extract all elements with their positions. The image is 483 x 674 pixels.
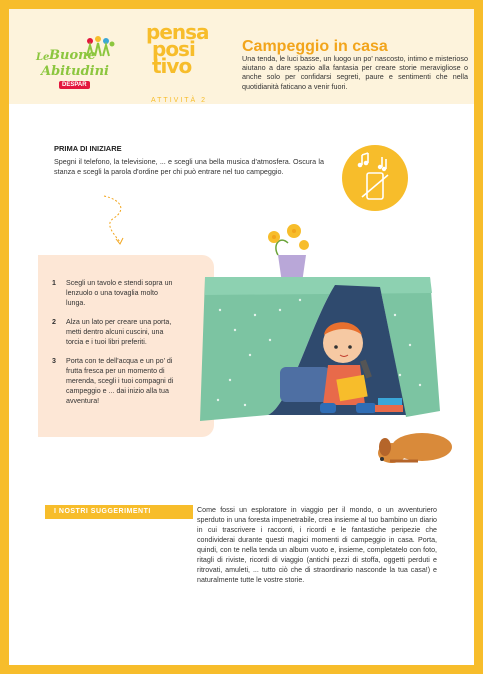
prima-heading: PRIMA DI INIZIARE bbox=[54, 144, 122, 153]
page-title: Campeggio in casa bbox=[242, 38, 388, 55]
logo-buone: Buone bbox=[49, 48, 96, 63]
attivita-label: ATTIVITÀ 2 bbox=[151, 97, 208, 104]
step-text: Scegli un tavolo e stendi sopra un lenzuolo o una tovaglia molto lunga. bbox=[66, 279, 173, 307]
le-buone-abitudini-logo bbox=[27, 36, 122, 92]
step-text: Porta con te dell'acqua e un po' di frutta fresca per un momento di merenda, scegli i tuoi compagni di campeggio e ... dai inizio alla tua avventura! bbox=[66, 357, 174, 405]
suggerimenti-title: I NOSTRI SUGGERIMENTI bbox=[54, 508, 151, 515]
sleeping-dog-icon bbox=[378, 433, 452, 463]
step-item bbox=[52, 278, 178, 308]
step-number: 3 bbox=[52, 357, 56, 365]
logo-abitudini: Abitudini bbox=[41, 64, 109, 79]
music-notes-icon bbox=[342, 145, 408, 211]
step-item bbox=[52, 317, 178, 347]
pensa-positivo-logo bbox=[146, 22, 226, 102]
people-figures-icon bbox=[85, 36, 115, 58]
logo-brand: DESPAR bbox=[59, 81, 90, 89]
pensa-word-2: posi bbox=[152, 37, 195, 61]
step-item bbox=[52, 356, 178, 406]
no-phone-icon bbox=[362, 173, 388, 199]
step-number: 1 bbox=[52, 279, 56, 287]
tent-illustration bbox=[160, 215, 460, 475]
steps-list bbox=[52, 278, 178, 415]
intro-text: Una tenda, le luci basse, un luogo un po' nascosto, intimo e misterioso aiutano a dare spazio alla fantasia per creare storie meravigliose o anche solo per confidarsi segreti, paure e sentimenti che nella quotidianità faticano a venir fuori. bbox=[242, 54, 468, 91]
logo-le: Le bbox=[36, 52, 50, 63]
prima-text: Spegni il telefono, la televisione, ... e scegli una bella musica d'atmosfera. Oscura la stanza e scegli la parola d'ordine per chi può entrare nel tuo campeggio. bbox=[54, 157, 324, 176]
flower-pot-icon bbox=[268, 224, 309, 283]
step-number: 2 bbox=[52, 318, 56, 326]
suggerimenti-text: Come fossi un esploratore in viaggio per il mondo, o un avventuriero sperduto in una foresta impenetrabile, crea insieme al tuo bambino un diario in cui trascrivere i racconti, i ricordi e le fantastiche peripezie che condividerai durante questi magici momenti di campeggio in casa. Porta, quindi, con te nella tenda un album vuoto e, insieme, completatelo con foto, ritagli di riviste, ricordi di viaggio (antichi pezzi di stoffa, oggetti perduti e ritrovati, amuleti, ... tutto ciò che di straordinario nasconde la tua casa!) e naturalmente tutte le vostre storie. bbox=[197, 506, 437, 584]
dashed-arrow bbox=[96, 190, 136, 250]
pensa-word-3: tivo bbox=[152, 54, 192, 78]
music-circle bbox=[342, 145, 408, 211]
step-text: Alza un lato per creare una porta, metti dentro alcuni cuscini, una torcia e i tuoi libri preferiti. bbox=[66, 318, 172, 346]
pensa-word-1: pensa bbox=[146, 20, 209, 44]
